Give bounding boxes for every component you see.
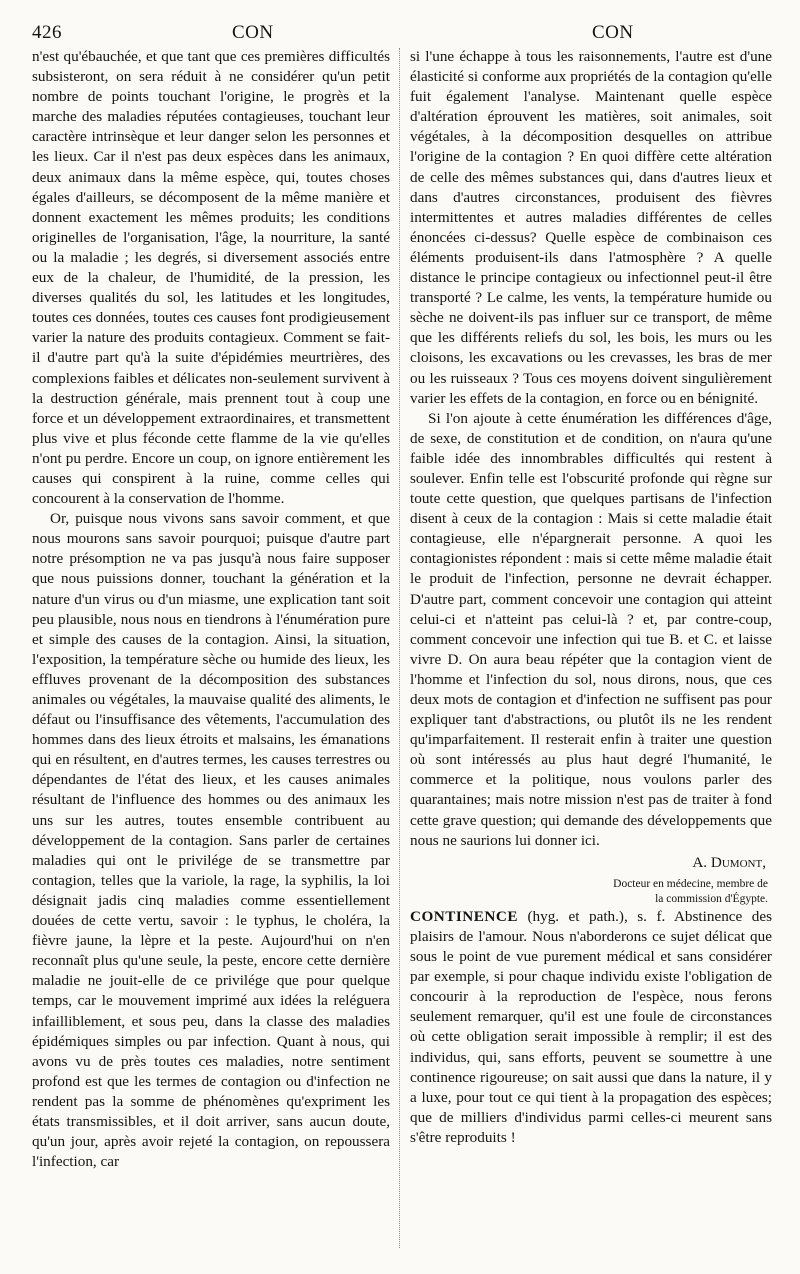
entry-headword: CONTINENCE [410, 907, 518, 925]
right-running-head: CON [592, 22, 634, 43]
author-credentials [410, 877, 768, 907]
left-running-head: CON [232, 22, 274, 43]
page-number: 426 [32, 22, 62, 43]
column-divider [399, 48, 400, 1248]
paragraph: Si l'on ajoute à cette énumération les différences d'âge, de sexe, de constitution et de condition, on n'aura qu'une faible idée des innombrables difficultés qui restent à soulever. Enfin telle est l'obscurité profonde qui règne sur toute cette question, que quelques partisans de l'infection disent à ceux de la contagion : Mais si cette maladie était contagieuse, elle n'épargnerait personne. A quoi les contagionistes répondent : mais si cette même maladie était le produit de l'infection, personne ne devrait échapper. D'autre part, comment concevoir une contagion qui atteint celui-ci et n'atteint pas celui-là ? et, par contre-coup, comment concevoir une infection qui tue B. et C. et laisse vivre D. On aura beau répéter que la contagion vient de l'homme et l'infection du sol, nous dirons, nous, que ces deux mots de contagion et d'infection ne suffisent pas pour expliquer tant d'abstractions, ou plutôt ils ne les rendent qu'imparfaitement. Il resterait enfin à traiter une question où sont intéressés au plus haut degré l'humanité, le commerce et la politique, nous voulons parler des quarantaines; mais notre mission n'est pas de traiter à fond cette grave question; qui demande des développements que nous ne saurions lui donner ici. [410, 409, 772, 849]
entry-text: Abstinence des plaisirs de l'amour. Nous n'aborderons ce sujet délicat que sous le point de vue purement médical et sans considérer par exemple, si pour chaque individu existe l'obligation de concourir à la reproduction de l'espèce, nous ferons seulement remarquer, qu'il est une foule de circonstances où cette obligation serait impossible à remplir; il est des individus, qui, sans efforts, peuvent se soumettre à une continence rigoureuse; on sait aussi que dans la nature, il y a luxe, pour tout ce qui tient à la propagation des espèces; que de milliers d'individus parmi celles-ci meurent sans s'être reproduits ! [410, 907, 772, 1146]
author-signature [410, 853, 766, 873]
right-column [410, 47, 772, 1148]
dictionary-entry [410, 907, 772, 1148]
paragraph: si l'une échappe à tous les raisonnements, l'autre est d'une élasticité si conforme aux propriétés de la contagion qu'elle fuit également l'analyse. Maintenant quelle espèce d'altération éprouvent les matières, soit animales, soit végétales, à la décomposition desquelles on attribue l'origine de la contagion ? En quoi diffère cette altération de celle des mêmes substances qui, dans d'autres lieux et dans d'autres circonstances, produisent des fièvres intermittentes et autres maladies différentes de celles énoncées ci-dessus? Quelle espèce de combinaison ces éléments produisent-ils dans l'atmosphère ? A quelle distance le principe contagieux ou infectionnel peut-il être transporté ? Le calme, les vents, la température humide ou sèche ne doivent-ils pas influer sur ce transport, de même que les différents reliefs du sol, les bois, les murs ou les cloisons, les excavations ou les crevasses, les bras de mer ou les ruisseaux ? Tous ces moyens doivent singulièrement varier les effets de la contagion, en force ou en bénignité. [410, 48, 772, 407]
paragraph: n'est qu'ébauchée, et que tant que ces premières difficultés subsisteront, on sera réduit à ne considérer qu'un petit nombre de points touchant l'origine, le progrès et la marche des maladies réputées contagieuses, touchant leur caractère intrinsèque et leur danger selon les personnes et les lieux. Car il n'est pas deux espèces dans les animaux, deux animaux dans la même espèce, qui, toutes choses égales d'ailleurs, se décomposent de la même manière et donnent exactement les mêmes produits; les conditions originelles de l'organisation, l'âge, la nourriture, la santé ou la maladie ; les degrés, si diversement associés entre eux de la chaleur, de l'humidité, de la pression, les diverses qualités du sol, les latitudes et les longitudes, toutes ces données, toutes ces causes font prodigieusement varier la nature des produits contagieux. Comment se fait-il d'autre part qu'à la suite d'épidémies meurtrières, des complexions faibles et délicates non-seulement survivent à la destruction générale, mais prennent tout à coup une force et un développement extraordinaires, et transmettent plus vive et plus féconde cette flamme de la vie qu'elles n'ont pu perdre. Encore un coup, on ignore entièrement les causes qui conspirent à la ruine, comme celles qui concourent à la conservation de l'homme. [32, 48, 390, 508]
running-header [32, 22, 772, 46]
entry-label: (hyg. et path.), s. f. [517, 907, 674, 925]
left-column [32, 47, 390, 1172]
author-name: A. Dumont, [692, 853, 766, 871]
credentials-line: Docteur en médecine, membre de [613, 877, 768, 890]
paragraph: Or, puisque nous vivons sans savoir comment, et que nous mourons sans savoir pourquoi; puisque d'autre part notre présomption ne va pas jusqu'à nous faire supposer que nous puissions donner, touchant la génération et la nature d'un virus ou d'un miasme, une explication tant soit peu plausible, nous nous en tiendrons à l'énumération pure et simple des causes de la contagion. Ainsi, la situation, l'exposition, la température sèche ou humide des lieux, les effluves provenant de la décomposition des substances animales ou végétales, la mauvaise qualité des aliments, le défaut ou l'insuffisance des vêtements, l'accumulation des hommes dans des lieux étroits et malsains, les émanations qui en résultent, en d'autres termes, les causes terrestres ou dépendantes de l'état des lieux, et les causes animales résultant de l'influence des hommes ou des animaux les uns sur les autres, toutes ensemble contribuent au développement de la contagion. Sans parler de certaines maladies qui ont le privilége de se transmettre par contagion, telles que la variole, la rage, la syphilis, la loi désignait jadis cinq maladies comme essentiellement douées de cette vertu, savoir : le typhus, le choléra, la fièvre jaune, la lèpre et la peste. Aujourd'hui on n'en reconnaît plus qu'une seule, la peste, encore cette dernière maladie ne jouit-elle de ce privilége que pour quelque temps, car le mouvement imprimé aux idées la reléguera infailliblement, et sous peu, dans la classe des maladies épidémiques simples ou par infection. Quant à nous, qui avons vu de près toutes ces maladies, notre sentiment profond est que les termes de contagion ou d'infection ne rendent pas la somme de phénomènes qu'expriment les états transmissibles, et il doit arriver, sans aucun doute, qu'un jour, après avoir rejeté la contagion, on repoussera l'infection, car [32, 510, 390, 1171]
credentials-line: la commission d'Égypte. [655, 892, 768, 905]
